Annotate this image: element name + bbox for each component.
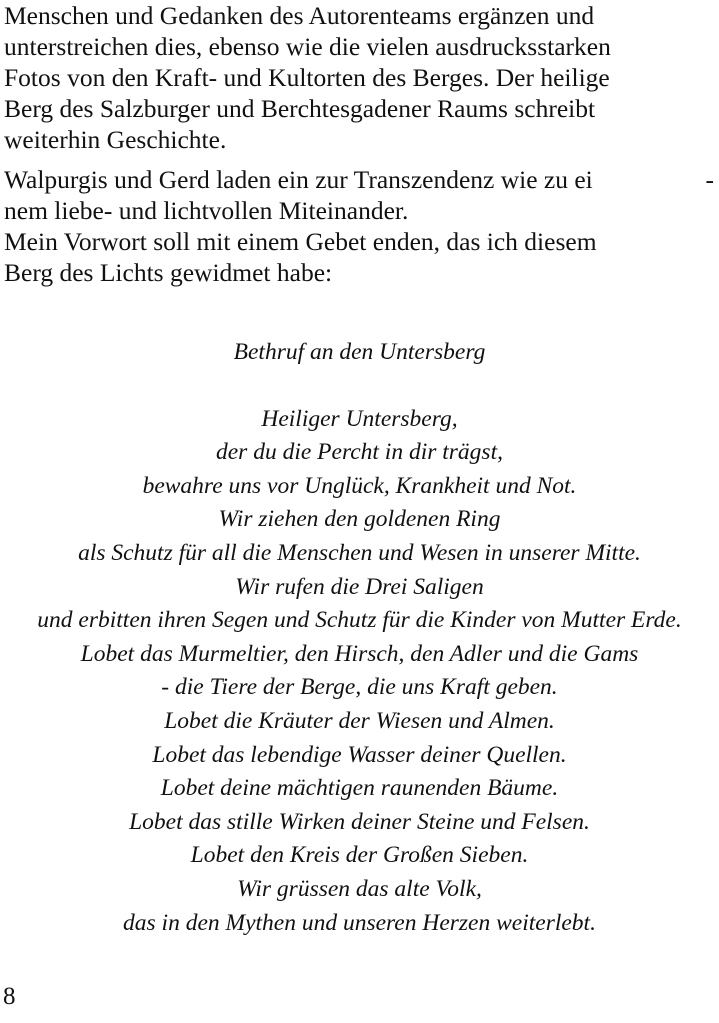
poem-line: - die Tiere der Berge, die uns Kraft geben.: [161, 674, 558, 701]
paragraph-1-line: Fotos von den Kraft- und Kultorten des Berges. Der heilige: [4, 63, 610, 92]
paragraph-2-line: nem liebe- und lichtvollen Miteinander.: [4, 196, 409, 225]
paragraph-1-line: weiterhin Geschichte.: [4, 125, 227, 154]
page-number: 8: [3, 983, 16, 1010]
poem-line: als Schutz für all die Menschen und Wesen in unserer Mitte.: [78, 539, 641, 566]
poem-line: der du die Percht in dir trägst,: [216, 439, 503, 466]
paragraph-3-line: Mein Vorwort soll mit einem Gebet enden, das ich diesem: [4, 227, 597, 256]
poem-line: Wir ziehen den goldenen Ring: [218, 506, 501, 533]
poem-line: Lobet das lebendige Wasser deiner Quellen.: [152, 741, 567, 768]
foreword-text: [4, 0, 716, 288]
paragraph-2-line-text: Walpurgis und Gerd laden ein zur Transzendenz wie zu ei: [4, 165, 593, 194]
poem-line: Wir rufen die Drei Saligen: [235, 573, 484, 600]
poem-line: Heiliger Untersberg,: [261, 405, 458, 432]
poem-line: Wir grüssen das alte Volk,: [237, 875, 482, 902]
poem-line: Lobet das stille Wirken deiner Steine und Felsen.: [129, 808, 590, 835]
paragraph-1-line: Menschen und Gedanken des Autorenteams ergänzen und: [4, 1, 595, 30]
poem-line: Lobet deine mächtigen raunenden Bäume.: [160, 775, 559, 802]
hyphenation-dash: -: [705, 165, 714, 194]
poem-title: Bethruf an den Untersberg: [233, 339, 486, 365]
paragraph-1-line: Berg des Salzburger und Berchtesgadener Raums schreibt: [4, 94, 596, 123]
poem-line: das in den Mythen und unseren Herzen weiterlebt.: [123, 909, 596, 936]
poem-line: Lobet das Murmeltier, den Hirsch, den Adler und die Gams: [80, 640, 639, 667]
poem-line: Lobet den Kreis der Großen Sieben.: [190, 842, 529, 869]
paragraph-2-line: [4, 164, 716, 195]
poem-line: und erbitten ihren Segen und Schutz für die Kinder von Mutter Erde.: [37, 607, 682, 634]
paragraph-1-line: unterstreichen dies, ebenso wie die vielen ausdrucksstarken: [4, 32, 611, 61]
prayer-poem: [0, 336, 719, 940]
poem-line: bewahre uns vor Unglück, Krankheit und Not.: [142, 472, 577, 499]
paragraph-3-line: Berg des Lichts gewidmet habe:: [4, 258, 333, 287]
poem-line: Lobet die Kräuter der Wiesen und Almen.: [164, 707, 555, 734]
